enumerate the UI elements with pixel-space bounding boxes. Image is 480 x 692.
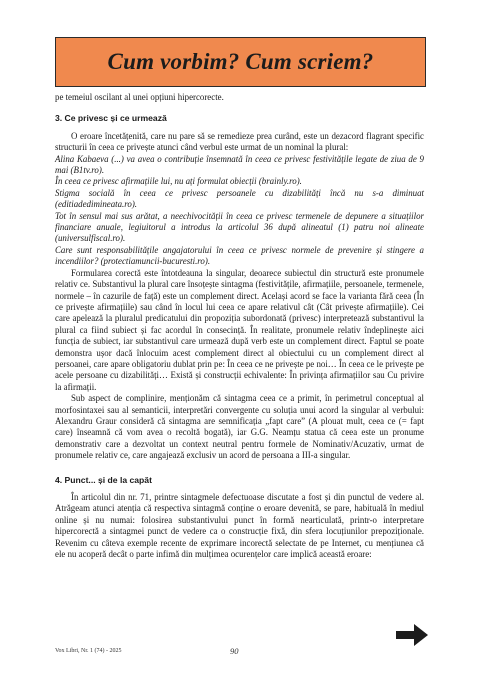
example-3: Stigma socială în ceea ce privesc persoanele cu dizabilități încă nu s-a diminuat (editiadedimineata.ro). [55,187,424,210]
section-heading-3: 3. Ce privesc și ce urmează [55,113,167,124]
paragraph-punct: În articolul din nr. 71, printre sintagmele defectuoase discutate a fost și din punctul de vedere al. Atrăgeam atunci atenția că respectiva sintagmă conține o eroare devenită, se pare, habituală în mediul online și nu numai: folosirea substantivului punct în formă nearticulată, printr-o interpretare hipercorectă a sintagmei punct de vedere ca o construcție fixă, din sfera locuțiunilor prepoziționale. Revenim cu câteva exemple recente de exprimare incorectă selectate de pe Internet, cu mențiunea că ele nu acoperă decât o parte infimă din mulțimea ocurențelor care implică această eroare: [55,492,424,560]
example-5: Care sunt responsabilitățile angajatorului în ceea ce privesc normele de prevenire și stingere a incendiilor? (protectiamuncii-bucuresti.ro). [55,244,424,267]
paragraph-continuation: pe temeiul oscilant al unei opțiuni hipercorecte. [55,92,224,102]
page-banner [55,37,426,87]
article-body [55,92,424,560]
example-4: Tot în sensul mai sus arătat, a neechivocității în ceea ce privesc termenele de depunere a situațiilor financiare anuale, legiuitorul a introdus la articolul 36 după alineatul (1) patru noi alineate (universulfiscal.ro). [55,210,424,244]
footer-publication: Vox Libri, Nr. 1 (74) - 2025 [55,648,122,654]
example-1: Alina Kabaeva (...) va avea o contribuție însemnată în ceea ce privesc festivitățile legate de ziua de 9 mai (B1tv.ro). [55,153,424,176]
page-footer [55,645,425,657]
section-heading-4: 4. Punct... și de la capăt [55,474,152,485]
paragraph-explanation: Formularea corectă este întotdeauna la singular, deoarece subiectul din structură este pronumele relativ ce. Substantivul la plural care însoțește sintagma (festivitățile, afirmațiile, persoanele, termenele, normele – în cazurile de față) este un complement direct. Același acord se face la varianta fără ceea (În ce privește afirmațiile) sau când în locul lui ceea ce apare relativul cât (Cât privește afirmațiile). Cei care apelează la pluralul predicatului din propoziția subordonată (privesc) interpretează substantivul la plural ca fiind subiect și fac acordul în consecință. În realitate, pronumele relativ îndeplinește aici funcția de subiect, iar substantivul care urmează după verb este un complement direct. Faptul se poate demonstra ușor dacă înlocuim acest complement direct al obiectului cu un complement direct al persoanei, care apare obligatoriu dublat prin pe: În ceea ce ne privește pe noi… În ceea ce le privește pe acele persoane cu dizabilități… Există și construcții echivalente: În privința afirmațiilor sau Cu privire la afirmații. [55,267,424,392]
paragraph-intro: O eroare încetățenită, care nu pare să se remedieze prea curând, este un dezacord flagrant specific structurii în ceea ce privește atunci când verbul este urmat de un nominal la plural: [55,130,424,153]
banner-title: Cum vorbim? Cum scriem? [107,49,374,74]
arrow-right-icon[interactable] [396,624,428,646]
example-2: În ceea ce privesc afirmațiile lui, nu ați formulat obiecții (brainly.ro). [55,176,302,187]
page-number: 90 [230,646,239,656]
paragraph-complement: Sub aspect de complinire, menționăm că sintagma ceea ce a primit, în perimetrul conceptual al morfosintaxei sau al semanticii, interpretări convergente cu soluția unui acord la singular al verbului: Alexandru Graur consideră că sintagma are semnificația „fapt care” (A plouat mult, ceea ce (= fapt care) înseamnă că vom avea o recoltă bogată), iar G.G. Neamțu statua că ceea este un pronume demonstrativ care a dezvoltat un context neutral pentru formele de Nominativ/Acuzativ, urmat de pronumele relativ ce, care angajează exclusiv un acord de persoana a III-a singular. [55,393,424,461]
